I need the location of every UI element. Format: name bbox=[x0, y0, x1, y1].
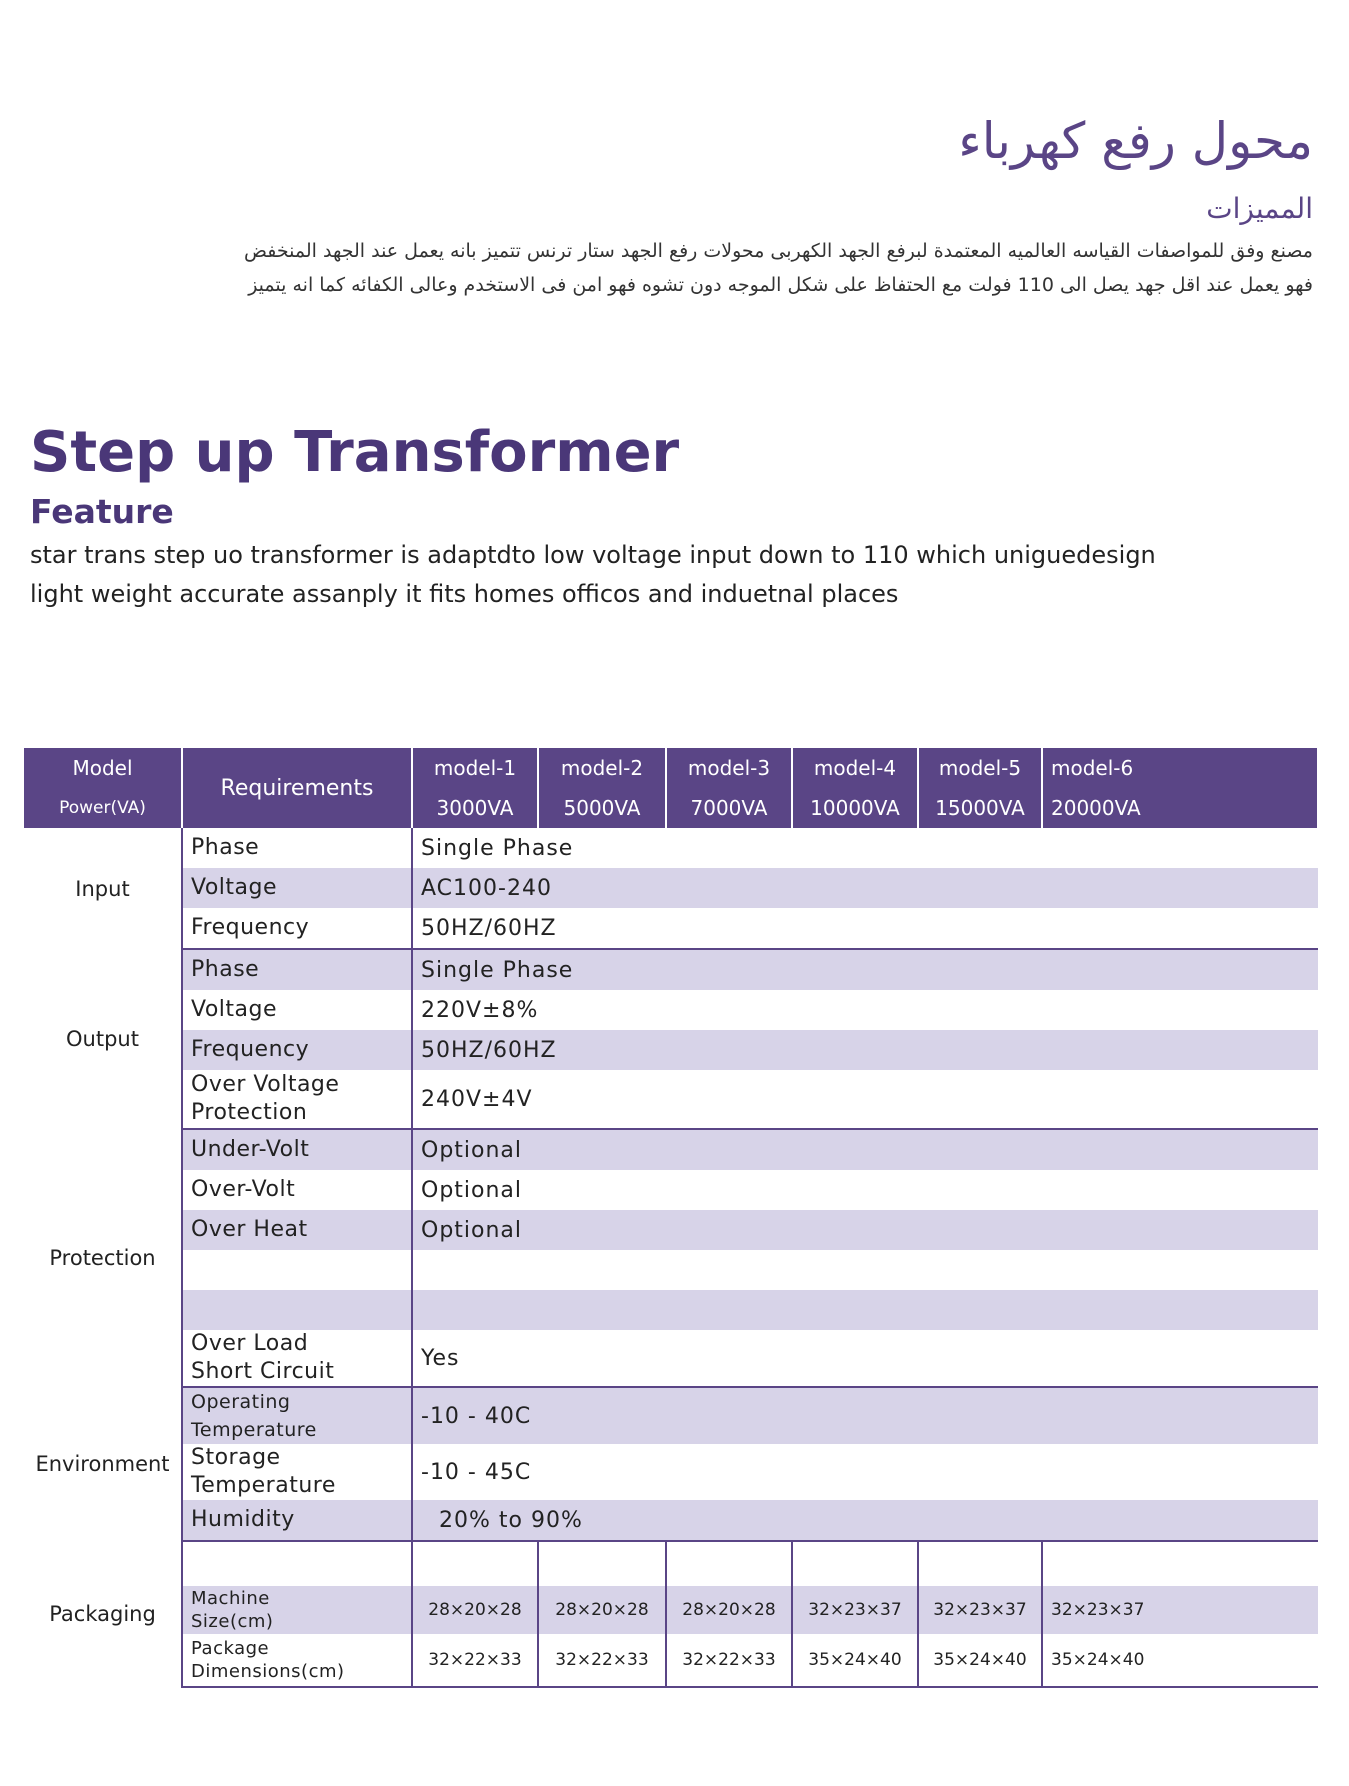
machine-size-label-line-1: Machine bbox=[191, 1588, 270, 1609]
requirement-label-line-1: Over Voltage bbox=[191, 1072, 340, 1097]
requirement-label: Phase bbox=[182, 828, 412, 868]
table-row bbox=[24, 1030, 1318, 1070]
table-row bbox=[24, 1170, 1318, 1210]
requirement-label bbox=[182, 1070, 412, 1129]
table-row bbox=[24, 1290, 1318, 1330]
requirement-label bbox=[182, 1330, 412, 1387]
table-row bbox=[24, 1250, 1318, 1290]
requirement-value: Single Phase bbox=[412, 949, 1318, 990]
requirement-label: Humidity bbox=[182, 1500, 412, 1541]
requirement-label bbox=[182, 1634, 412, 1687]
arabic-description bbox=[53, 234, 1313, 302]
requirement-label: Phase bbox=[182, 949, 412, 990]
requirement-label: Over-Volt bbox=[182, 1170, 412, 1210]
package-cell bbox=[666, 1541, 792, 1586]
requirement-label-line-2: Temperature bbox=[191, 1473, 336, 1498]
package-dim-6: 35×24×40 bbox=[1042, 1634, 1318, 1687]
group-environment: Environment bbox=[24, 1387, 182, 1541]
requirement-label bbox=[182, 1387, 412, 1444]
machine-size-5: 32×23×37 bbox=[918, 1586, 1042, 1634]
requirement-value: 220V±8% bbox=[421, 997, 539, 1023]
requirement-value: 240V±4V bbox=[412, 1070, 1318, 1129]
package-dim-label-line-1: Package bbox=[191, 1638, 270, 1659]
requirement-value bbox=[412, 1250, 1318, 1290]
package-cell bbox=[918, 1541, 1042, 1586]
group-input: Input bbox=[24, 828, 182, 949]
requirement-label: Under-Volt bbox=[182, 1129, 412, 1170]
requirement-label bbox=[182, 1250, 412, 1290]
requirement-label-line-1: Storage bbox=[191, 1445, 281, 1470]
package-dim-5: 35×24×40 bbox=[918, 1634, 1042, 1687]
requirement-label-line-2: Short Circuit bbox=[191, 1359, 335, 1384]
requirement-value: Yes bbox=[412, 1330, 1318, 1387]
machine-size-6: 32×23×37 bbox=[1042, 1586, 1318, 1634]
package-dim-label-line-2: Dimensions(cm) bbox=[191, 1661, 345, 1682]
table-row bbox=[24, 1129, 1318, 1170]
table-row bbox=[24, 1500, 1318, 1541]
machine-size-4: 32×23×37 bbox=[792, 1586, 918, 1634]
model-2-header: model-2 bbox=[538, 748, 666, 788]
model-5-header: model-5 bbox=[918, 748, 1042, 788]
package-dim-3: 32×22×33 bbox=[666, 1634, 792, 1687]
arabic-title: محول رفع كهرباء bbox=[958, 112, 1313, 170]
power-5: 15000VA bbox=[918, 788, 1042, 828]
requirement-label bbox=[182, 1541, 412, 1586]
requirement-value: 20% to 90% bbox=[412, 1500, 1318, 1541]
requirement-value: Optional bbox=[412, 1210, 1318, 1250]
package-cell bbox=[792, 1541, 918, 1586]
machine-size-3: 28×20×28 bbox=[666, 1586, 792, 1634]
machine-size-1: 28×20×28 bbox=[412, 1586, 538, 1634]
arabic-line-2: فهو يعمل عند اقل جهد يصل الى 110 فولت مع الحتفاظ على شكل الموجه دون تشوه فهو امن فى الاستخدم وعالى الكفائه كما انه يتميز bbox=[248, 274, 1313, 296]
requirement-label-line-1: Over Load bbox=[191, 1331, 309, 1356]
package-dim-4: 35×24×40 bbox=[792, 1634, 918, 1687]
requirement-value: 50HZ/60HZ bbox=[412, 1030, 1318, 1070]
model-4-header: model-4 bbox=[792, 748, 918, 788]
machine-size-label-line-2: Size(cm) bbox=[191, 1611, 274, 1632]
model-3-header: model-3 bbox=[666, 748, 792, 788]
power-6: 20000VA bbox=[1042, 788, 1318, 828]
requirement-label: Voltage bbox=[182, 868, 412, 908]
table-row bbox=[24, 868, 1318, 908]
table-row bbox=[24, 828, 1318, 868]
requirement-value: Single Phase bbox=[421, 835, 574, 861]
requirement-label-line-2: Protection bbox=[191, 1100, 308, 1125]
package-dim-2: 32×22×33 bbox=[538, 1634, 666, 1687]
requirement-value: AC100-240 bbox=[412, 868, 1318, 908]
package-cell bbox=[538, 1541, 666, 1586]
model-1-header: model-1 bbox=[412, 748, 538, 788]
requirement-label: Over Heat bbox=[182, 1210, 412, 1250]
requirement-label: Voltage bbox=[182, 990, 412, 1030]
requirement-label: Frequency bbox=[182, 1030, 412, 1070]
package-cell bbox=[412, 1541, 538, 1586]
requirement-value: -10 - 40C bbox=[412, 1387, 1318, 1444]
requirement-label bbox=[182, 1586, 412, 1634]
page-title: Step up Transformer bbox=[30, 420, 680, 485]
requirement-label bbox=[182, 1444, 412, 1500]
table-row bbox=[24, 1586, 1318, 1634]
arabic-subtitle: المميزات bbox=[1206, 192, 1313, 225]
requirement-value: Optional bbox=[412, 1129, 1318, 1170]
group-output: Output bbox=[24, 949, 182, 1129]
requirement-value: 50HZ/60HZ bbox=[412, 908, 1318, 949]
requirement-value: -10 - 45C bbox=[421, 1459, 532, 1485]
table-row bbox=[24, 1210, 1318, 1250]
power-1: 3000VA bbox=[412, 788, 538, 828]
table-row bbox=[24, 1330, 1318, 1387]
power-header: Power(VA) bbox=[24, 788, 182, 828]
requirement-value bbox=[412, 1290, 1318, 1330]
model-header: Model bbox=[24, 748, 182, 788]
power-2: 5000VA bbox=[538, 788, 666, 828]
group-packaging: Packaging bbox=[24, 1541, 182, 1687]
feature-description bbox=[30, 536, 1330, 614]
feature-heading: Feature bbox=[30, 492, 174, 531]
table-row bbox=[24, 1541, 1318, 1586]
model-6-header: model-6 bbox=[1042, 748, 1318, 788]
group-protection: Protection bbox=[24, 1129, 182, 1387]
package-dim-1: 32×22×33 bbox=[412, 1634, 538, 1687]
table-header-row-1 bbox=[24, 748, 1318, 788]
machine-size-2: 28×20×28 bbox=[538, 1586, 666, 1634]
power-4: 10000VA bbox=[792, 788, 918, 828]
requirement-value: Optional bbox=[421, 1177, 523, 1203]
requirement-label-line-1: Operating bbox=[191, 1391, 291, 1413]
spec-table bbox=[24, 748, 1319, 1688]
requirement-label: Frequency bbox=[182, 908, 412, 949]
table-row bbox=[24, 1387, 1318, 1444]
table-row bbox=[24, 1634, 1318, 1687]
feature-line-2: light weight accurate assanply it fits homes officos and induetnal places bbox=[30, 580, 899, 608]
feature-line-1: star trans step uo transformer is adaptdto low voltage input down to 110 which uniguedesign bbox=[30, 541, 1156, 569]
table-row bbox=[24, 1444, 1318, 1500]
package-cell bbox=[1042, 1541, 1318, 1586]
requirements-header: Requirements bbox=[182, 748, 412, 828]
requirement-label bbox=[182, 1290, 412, 1330]
table-row bbox=[24, 949, 1318, 990]
arabic-line-1: مصنع وفق للمواصفات القياسه العالميه المعتمدة لبرفع الجهد الكهربى محولات رفع الجهد ستار ترنس تتميز بانه يعمل عند الجهد المنخفض bbox=[244, 240, 1313, 262]
table-row bbox=[24, 990, 1318, 1030]
table-row bbox=[24, 1070, 1318, 1129]
table-row bbox=[24, 908, 1318, 949]
power-3: 7000VA bbox=[666, 788, 792, 828]
requirement-label-line-2: Temperature bbox=[191, 1419, 317, 1441]
